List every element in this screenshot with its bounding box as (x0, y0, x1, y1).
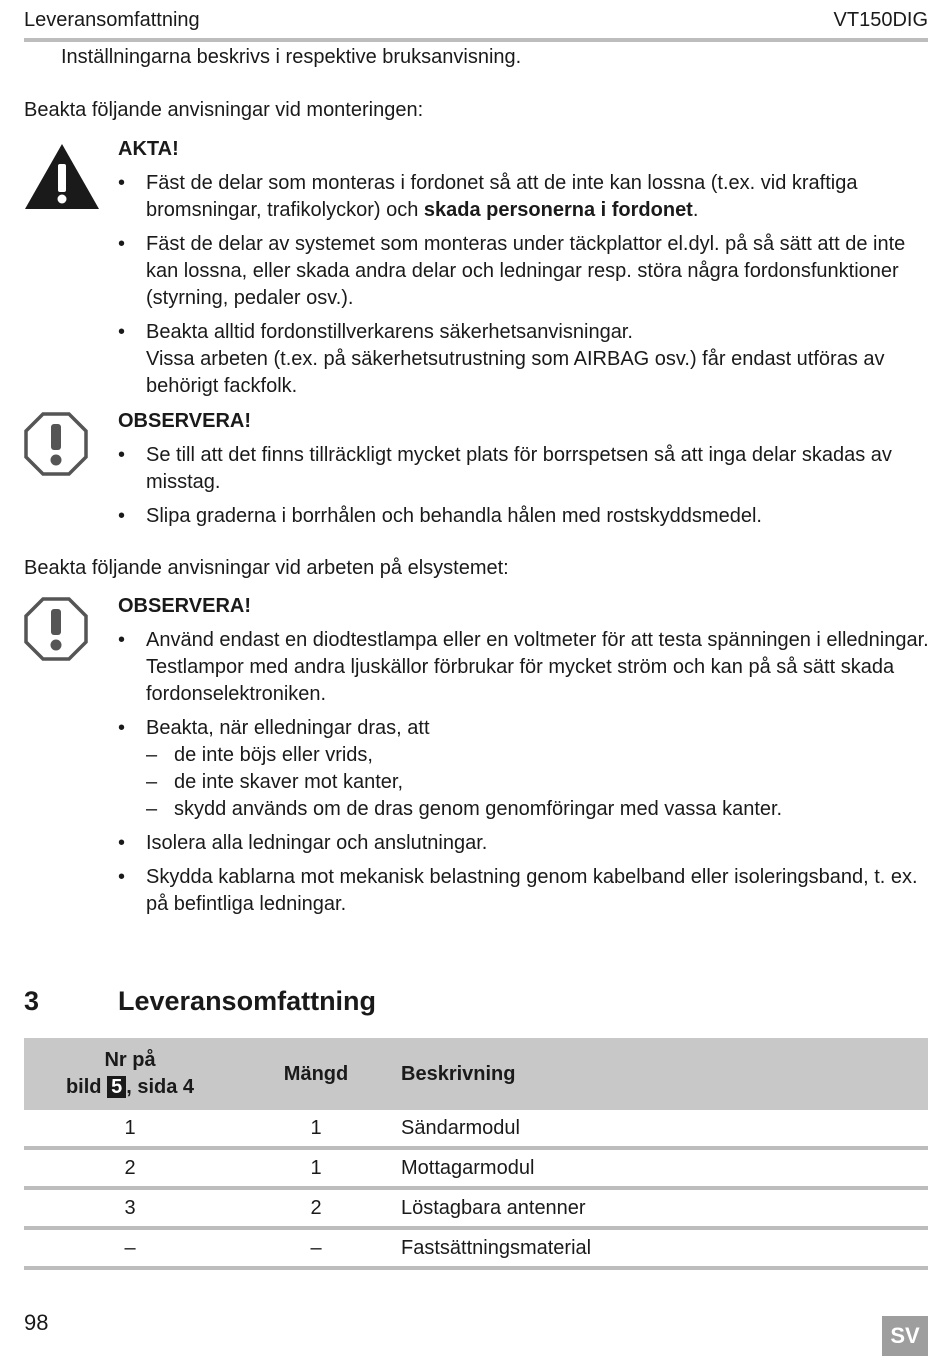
notice-octagon-icon (24, 412, 88, 476)
notice-list (118, 627, 930, 925)
cell-nr: 3 (24, 1188, 236, 1228)
list-item: • Fäst de delar av systemet som monteras under täckplattor el.dyl. på så sätt att de inte kan lossna, eller skada andra delar och ledningar resp. störa några fordonsfunktioner (styrning, pedaler osv.). (118, 233, 906, 309)
column-header-qty: Mängd (236, 1038, 396, 1110)
warning-list (118, 170, 930, 407)
bullet-mark: • (118, 832, 126, 854)
bullet-mark: • (118, 717, 126, 739)
warning-title: AKTA! (118, 138, 179, 160)
list-item: • Fäst de delar som monteras i fordonet så att de inte kan lossna (t.ex. vid kraftiga bromsningar, trafikolyckor) och skada personerna i fordonet. (118, 172, 858, 221)
notice-title: OBSERVERA! (118, 595, 251, 617)
cell-nr: 2 (24, 1148, 236, 1188)
notice-block-drilling (24, 408, 928, 538)
notice-list (118, 442, 930, 537)
cell-nr: 1 (24, 1110, 236, 1148)
sub-list-item: – de inte skaver mot kanter, (146, 771, 404, 793)
model-name: VT150DIG (833, 9, 928, 31)
list-item: • Slipa graderna i borrhålen och behandla hålen med rostskyddsmedel. (118, 503, 930, 530)
cell-desc: Mottagarmodul (396, 1148, 928, 1188)
language-tab: SV (882, 1316, 928, 1356)
cell-desc: Sändarmodul (396, 1110, 928, 1148)
column-header-desc: Beskrivning (396, 1038, 928, 1110)
table-row (24, 1188, 928, 1228)
page-number: 98 (24, 1310, 49, 1335)
table-row (24, 1110, 928, 1148)
emphasis-text: skada personerna i fordonet (423, 199, 693, 221)
bullet-mark: • (118, 629, 126, 651)
cell-qty: 1 (236, 1148, 396, 1188)
list-item: • Skydda kablarna mot mekanisk belastning genom kabelband eller isoleringsband, t. ex. på befintliga ledningar. (118, 866, 918, 915)
cell-nr: – (24, 1228, 236, 1268)
bullet-mark: • (118, 444, 126, 466)
section-heading (24, 983, 928, 1019)
column-header-nr: Nr på bild 5 , sida 4 (24, 1038, 236, 1110)
warning-triangle-icon (24, 142, 100, 210)
bullet-mark: • (118, 233, 126, 255)
cell-qty: – (236, 1228, 396, 1268)
electric-intro: Beakta följande anvisningar vid arbeten på elsystemet: (24, 557, 509, 579)
list-item: • Beakta, när elledningar dras, att – de inte böjs eller vrids, – de inte skaver mot kanter, – skydd används om de dras genom genomföringar med vassa kanter. (118, 715, 930, 823)
table-row (24, 1148, 928, 1188)
table-row (24, 1228, 928, 1268)
section-title: Leveransomfattning (118, 986, 377, 1016)
bullet-mark: • (118, 321, 126, 343)
warning-block (24, 136, 928, 396)
running-header-title: Leveransomfattning (24, 9, 200, 31)
notice-title: OBSERVERA! (118, 410, 251, 432)
cell-desc: Fastsättningsmaterial (396, 1228, 928, 1268)
list-item: • Se till att det finns tillräckligt mycket plats för borrspetsen så att inga delar skadas av misstag. (118, 444, 892, 493)
cell-qty: 2 (236, 1188, 396, 1228)
section-number: 3 (24, 986, 40, 1016)
scope-of-delivery-table (24, 1038, 928, 1270)
bullet-mark: • (118, 505, 126, 527)
table-header-row (24, 1038, 928, 1110)
cell-qty: 1 (236, 1110, 396, 1148)
sub-list-item: – de inte böjs eller vrids, (146, 744, 373, 766)
list-item: • Beakta alltid fordonstillverkarens säkerhetsanvisningar. Vissa arbeten (t.ex. på säkerhetsutrustning som AIRBAG osv.) får endast utföras av behörigt fackfolk. (118, 321, 885, 397)
notice-block-electric (24, 593, 928, 953)
cell-desc: Löstagbara antenner (396, 1188, 928, 1228)
list-item: • Isolera alla ledningar och anslutningar. (118, 830, 930, 857)
intro-line: Inställningarna beskrivs i respektive bruksanvisning. (61, 46, 522, 68)
list-item: • Använd endast en diodtestlampa eller en voltmeter för att testa spänningen i elledningar. Testlampor med andra ljuskällor förbrukar för mycket ström och kan på så sätt skada fordonselektroniken. (118, 629, 929, 705)
figure-number-badge: 5 (107, 1076, 126, 1098)
bullet-mark: • (118, 172, 126, 194)
mount-intro: Beakta följande anvisningar vid monteringen: (24, 99, 424, 121)
sub-list (146, 742, 930, 823)
sub-list-item: – skydd används om de dras genom genomföringar med vassa kanter. (146, 798, 783, 820)
bullet-mark: • (118, 866, 126, 888)
notice-octagon-icon (24, 597, 88, 661)
header-divider (24, 38, 928, 42)
